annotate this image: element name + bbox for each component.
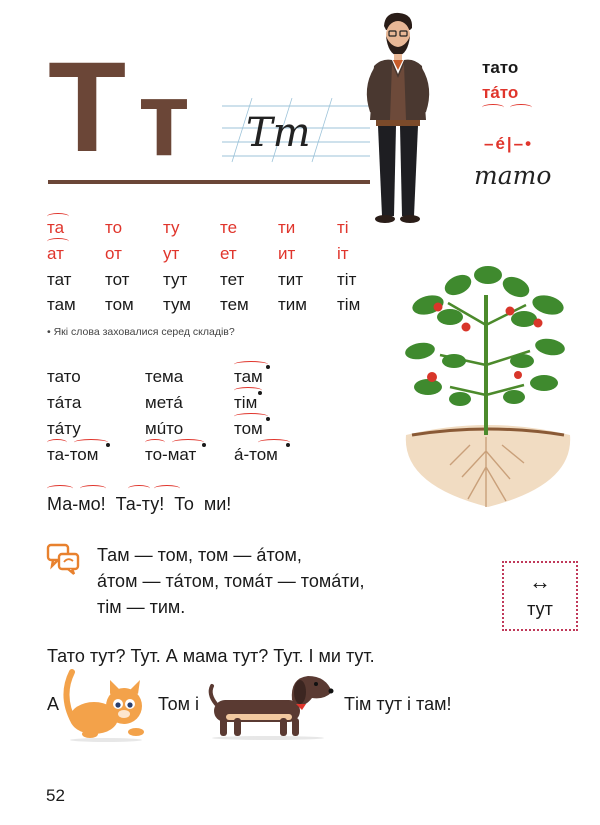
syllable: то: [105, 218, 123, 237]
syllable: та: [47, 218, 65, 237]
sentence-mamo: Ма-мо! Та-ту! То ми!: [47, 494, 232, 514]
syllable: ит: [278, 244, 296, 263]
sound-scheme: –é|–•: [484, 134, 534, 153]
chat-bubbles-icon: [46, 543, 80, 575]
page-number: 52: [46, 786, 65, 805]
double-arrow-icon: ↔: [529, 569, 551, 594]
tomato-plant-illustration: [398, 255, 578, 520]
word: тім: [234, 393, 258, 412]
dog-illustration: [204, 670, 334, 742]
word: тáту: [47, 419, 81, 438]
syllable: тим: [278, 295, 307, 314]
syllable: ти: [278, 218, 296, 237]
word: том: [234, 419, 263, 438]
syllable: тіт: [337, 270, 357, 289]
syllable-arc: [128, 485, 150, 492]
syllable-dot: [266, 417, 270, 421]
word: то-мат: [145, 445, 197, 464]
lowercase-letter-t: т: [138, 60, 190, 178]
syllable: ту: [163, 218, 180, 237]
syllable-arc: [74, 439, 108, 446]
syllable: іт: [337, 244, 349, 263]
side-word: тато: [482, 58, 519, 77]
word: тáта: [47, 393, 82, 412]
syllable-arc: [47, 485, 73, 492]
syllable: ут: [163, 244, 180, 263]
syllable: от: [105, 244, 122, 263]
syllable: тет: [220, 270, 245, 289]
syllable-arc: [47, 439, 67, 446]
syllable-arc: [234, 361, 268, 368]
syllable: тат: [47, 270, 72, 289]
word: тато: [47, 367, 81, 386]
syllable: те: [220, 218, 238, 237]
antonym-word: тут: [527, 599, 553, 619]
syllable-dot: [286, 443, 290, 447]
sentence-tato-tut: Тато тут? Тут. А мама тут? Тут. І ми тут.: [47, 646, 375, 666]
syllable: тім: [337, 295, 361, 314]
syllable: тот: [105, 270, 130, 289]
header-rule: [48, 180, 370, 184]
side-word-arcs: [480, 104, 538, 109]
side-word-stressed: тáто: [482, 83, 519, 102]
syllable: там: [47, 295, 76, 314]
sentence-tim: Тім тут і там!: [344, 694, 452, 714]
syllable: тут: [163, 270, 188, 289]
capital-letter-t: Т: [48, 36, 125, 179]
cat-illustration: [60, 666, 152, 742]
syllable-arc: [154, 485, 180, 492]
word: там: [234, 367, 263, 386]
syllable-arc: [234, 413, 268, 420]
syllable-dot: [202, 443, 206, 447]
word: мúто: [145, 419, 184, 438]
syllable: тем: [220, 295, 249, 314]
syllable-arc: [145, 439, 165, 446]
word: та-том: [47, 445, 99, 464]
syllable-dot: [106, 443, 110, 447]
syllable-dot: [258, 391, 262, 395]
syllable-dot: [266, 365, 270, 369]
word: метá: [145, 393, 183, 412]
antonym-box: [502, 561, 578, 631]
man-illustration: [352, 8, 442, 226]
hint-question: • Які слова заховалися серед складів?: [47, 326, 235, 338]
syllable: ті: [337, 218, 349, 237]
word: тема: [145, 367, 184, 386]
sentence-a: А: [47, 694, 60, 714]
syllable-arc: [172, 439, 204, 446]
paragraph-line: Там — том, том — áтом,: [97, 545, 302, 565]
syllable: ет: [220, 244, 237, 263]
syllable: тум: [163, 295, 191, 314]
syllable: ат: [47, 244, 64, 263]
paragraph-line: áтом — тáтом, томáт — томáти,: [97, 571, 365, 591]
syllable-arc: [80, 485, 106, 492]
syllable: том: [105, 295, 134, 314]
syllable: тит: [278, 270, 304, 289]
sentence-tom: Том і: [158, 694, 199, 714]
script-letters: Тт: [246, 110, 311, 156]
side-script-word: тато: [474, 161, 552, 190]
paragraph-line: тім — тим.: [97, 597, 186, 617]
word: á-том: [234, 445, 278, 464]
